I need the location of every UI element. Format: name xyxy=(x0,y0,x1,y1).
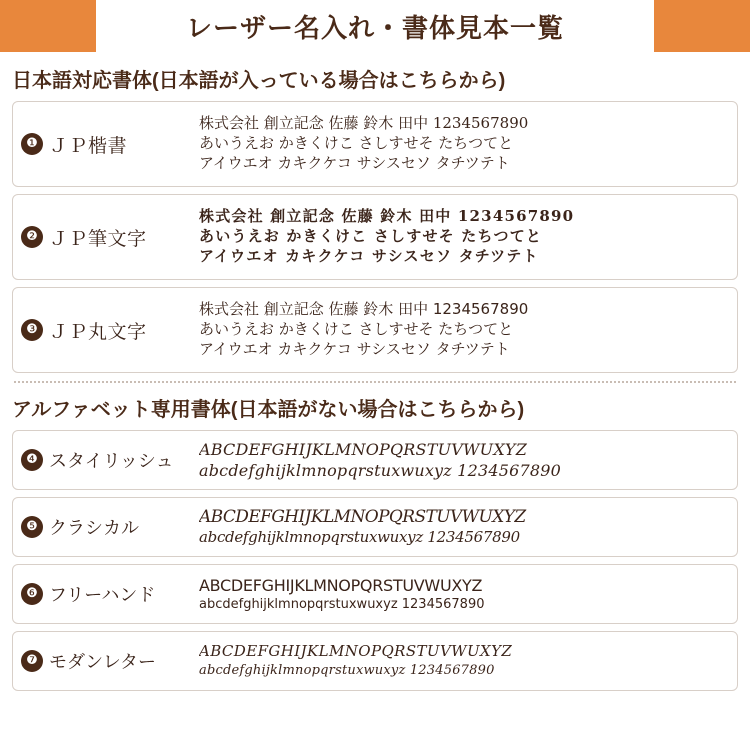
sample-line: あいうえお かきくけこ さしすせそ たちつてと xyxy=(199,134,514,153)
sample-line: あいうえお かきくけこ さしすせそ たちつてと xyxy=(199,320,514,339)
sample-line: abcdefghijklmnopqrstuxwuxyz 1234567890 xyxy=(199,528,520,547)
item-number: ❹ xyxy=(21,449,43,471)
sample-line: アイウエオ カキクケコ サシスセソ タチツテト xyxy=(199,153,510,172)
sample-line: 株式会社 創立記念 佐藤 鈴木 田中 1234567890 xyxy=(199,207,575,226)
sample-line: ABCDEFGHIJKLMNOPQRSTUVWUXYZ xyxy=(199,642,513,661)
sample-line: ABCDEFGHIJKLMNOPQRSTUVWUXYZ xyxy=(199,506,526,527)
list-item[interactable] xyxy=(12,631,738,691)
font-sample xyxy=(199,300,729,360)
section-divider xyxy=(14,381,736,383)
sample-line: 株式会社 創立記念 佐藤 鈴木 田中 1234567890 xyxy=(199,300,529,319)
sample-line: ABCDEFGHIJKLMNOPQRSTUVWUXYZ xyxy=(199,575,483,595)
item-number: ❷ xyxy=(21,226,43,248)
font-sample xyxy=(199,575,729,614)
title-bar xyxy=(0,0,750,52)
list-item[interactable] xyxy=(12,101,738,187)
list-item[interactable] xyxy=(12,430,738,490)
item-number: ❺ xyxy=(21,516,43,538)
sample-line: アイウエオ カキクケコ サシスセソ タチツテト xyxy=(199,339,510,358)
font-name: フリーハンド xyxy=(49,585,156,605)
font-name: ＪＰ筆文字 xyxy=(49,228,147,250)
font-name: スタイリッシュ xyxy=(49,451,174,471)
item-number: ❼ xyxy=(21,650,43,672)
sample-line: あいうえお かきくけこ さしすせそ たちつてと xyxy=(199,227,543,246)
alphabet-font-list xyxy=(12,430,738,691)
section-heading-alphabet: アルファベット専用書体(日本語がない場合はこちらから) xyxy=(12,399,525,421)
font-sample xyxy=(199,642,729,679)
section-heading-japanese: 日本語対応書体(日本語が入っている場合はこちらから) xyxy=(12,70,506,92)
font-name: ＪＰ丸文字 xyxy=(49,321,147,343)
font-name: モダンレター xyxy=(49,652,157,672)
japanese-font-list xyxy=(12,101,738,373)
list-item[interactable] xyxy=(12,564,738,624)
sample-line: アイウエオ カキクケコ サシスセソ タチツテト xyxy=(199,246,539,265)
font-sample xyxy=(199,506,729,549)
font-sample xyxy=(199,114,729,174)
list-item[interactable] xyxy=(12,497,738,557)
font-sample xyxy=(199,439,729,482)
page-title: レーザー名入れ・書体見本一覧 xyxy=(185,12,564,43)
item-number: ❸ xyxy=(21,319,43,341)
item-number: ❻ xyxy=(21,583,43,605)
list-item[interactable] xyxy=(12,194,738,280)
font-sample xyxy=(199,207,729,267)
sample-line: ABCDEFGHIJKLMNOPQRSTUVWUXYZ xyxy=(199,439,528,459)
sample-line: abcdefghijklmnopqrstuxwuxyz 1234567890 xyxy=(199,461,561,480)
item-number: ❶ xyxy=(21,133,43,155)
font-name: ＪＰ楷書 xyxy=(49,135,128,157)
list-item[interactable] xyxy=(12,287,738,373)
sample-line: abcdefghijklmnopqrstuxwuxyz 1234567890 xyxy=(199,663,495,679)
sample-line: 株式会社 創立記念 佐藤 鈴木 田中 1234567890 xyxy=(199,114,529,133)
font-name: クラシカル xyxy=(49,518,139,538)
sample-line: abcdefghijklmnopqrstuxwuxyz 1234567890 xyxy=(199,596,485,612)
